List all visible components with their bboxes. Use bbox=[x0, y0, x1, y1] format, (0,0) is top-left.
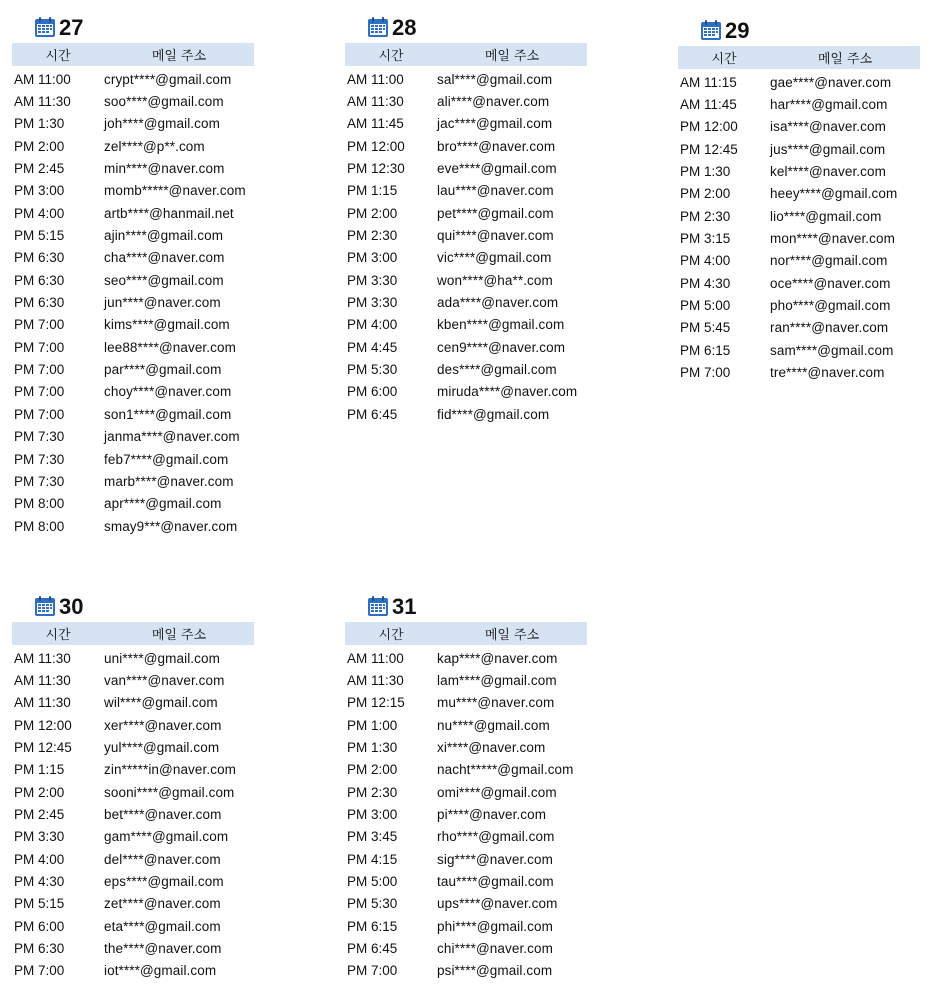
time-cell: PM 1:30 bbox=[347, 740, 398, 756]
email-cell: zin*****in@naver.com bbox=[104, 762, 237, 778]
email-cell: eps****@gmail.com bbox=[104, 874, 224, 890]
time-cell: AM 11:30 bbox=[14, 94, 71, 110]
time-cell: PM 7:00 bbox=[14, 963, 65, 979]
list-item bbox=[12, 759, 254, 781]
schedule-list bbox=[345, 68, 587, 426]
email-cell: jun****@naver.com bbox=[104, 295, 221, 311]
calendar-icon bbox=[367, 595, 389, 617]
time-cell: PM 12:00 bbox=[14, 717, 72, 733]
email-cell: min****@naver.com bbox=[104, 161, 225, 177]
time-cell: AM 11:00 bbox=[347, 71, 404, 87]
list-item bbox=[12, 736, 254, 758]
day-title bbox=[12, 589, 254, 619]
time-cell: PM 5:30 bbox=[347, 362, 398, 378]
list-item bbox=[678, 160, 920, 182]
list-item bbox=[345, 893, 587, 915]
time-cell: PM 1:15 bbox=[14, 762, 65, 778]
list-item bbox=[12, 448, 254, 470]
email-cell: soo****@gmail.com bbox=[104, 94, 224, 110]
list-item bbox=[12, 781, 254, 803]
email-cell: sig****@naver.com bbox=[437, 851, 553, 867]
time-cell: PM 2:30 bbox=[347, 784, 398, 800]
list-item bbox=[345, 358, 587, 380]
email-cell: zel****@p**.com bbox=[104, 138, 205, 154]
email-cell: kims****@gmail.com bbox=[104, 317, 230, 333]
header-time: 시간 bbox=[378, 49, 404, 64]
list-item bbox=[345, 848, 587, 870]
table-header bbox=[678, 46, 920, 69]
header-time: 시간 bbox=[45, 628, 71, 643]
email-cell: lam****@gmail.com bbox=[437, 673, 557, 689]
list-item bbox=[345, 336, 587, 358]
list-item bbox=[345, 269, 587, 291]
time-cell: AM 11:00 bbox=[347, 650, 404, 666]
email-cell: chi****@naver.com bbox=[437, 941, 553, 957]
time-cell: PM 2:00 bbox=[347, 205, 398, 221]
time-cell: AM 11:30 bbox=[14, 695, 71, 711]
header-time: 시간 bbox=[45, 49, 71, 64]
email-cell: crypt****@gmail.com bbox=[104, 71, 232, 87]
time-cell: AM 11:30 bbox=[347, 673, 404, 689]
email-cell: nor****@gmail.com bbox=[770, 253, 888, 269]
time-cell: PM 6:30 bbox=[14, 272, 65, 288]
time-cell: PM 6:15 bbox=[347, 918, 398, 934]
list-item bbox=[345, 113, 587, 135]
time-cell: PM 6:30 bbox=[14, 941, 65, 957]
email-cell: xer****@naver.com bbox=[104, 717, 222, 733]
email-cell: ups****@naver.com bbox=[437, 896, 558, 912]
email-cell: jac****@gmail.com bbox=[437, 116, 553, 132]
list-item bbox=[345, 90, 587, 112]
list-item bbox=[345, 803, 587, 825]
email-cell: lee88****@naver.com bbox=[104, 339, 236, 355]
email-cell: pho****@gmail.com bbox=[770, 298, 891, 314]
day-number: 30 bbox=[59, 594, 84, 619]
list-item bbox=[678, 294, 920, 316]
list-item bbox=[12, 90, 254, 112]
time-cell: PM 2:30 bbox=[680, 208, 731, 224]
email-cell: uni****@gmail.com bbox=[104, 650, 220, 666]
time-cell: PM 6:45 bbox=[347, 941, 398, 957]
time-cell: PM 3:00 bbox=[14, 183, 65, 199]
email-cell: son1****@gmail.com bbox=[104, 406, 232, 422]
email-cell: smay9***@naver.com bbox=[104, 518, 238, 534]
time-cell: AM 11:45 bbox=[347, 116, 404, 132]
list-item bbox=[12, 202, 254, 224]
time-cell: PM 7:00 bbox=[14, 406, 65, 422]
email-cell: apr****@gmail.com bbox=[104, 496, 222, 512]
email-cell: ran****@naver.com bbox=[770, 320, 889, 336]
email-cell: omi****@gmail.com bbox=[437, 784, 557, 800]
time-cell: PM 7:00 bbox=[14, 384, 65, 400]
calendar-icon bbox=[34, 16, 56, 38]
list-item bbox=[12, 314, 254, 336]
time-cell: PM 1:00 bbox=[347, 717, 398, 733]
calendar-icon bbox=[367, 16, 389, 38]
time-cell: PM 7:00 bbox=[14, 362, 65, 378]
time-cell: PM 12:45 bbox=[14, 740, 72, 756]
time-cell: PM 7:30 bbox=[14, 473, 65, 489]
list-item bbox=[12, 247, 254, 269]
time-cell: PM 6:00 bbox=[347, 384, 398, 400]
time-cell: PM 4:00 bbox=[14, 851, 65, 867]
time-cell: PM 2:45 bbox=[14, 807, 65, 823]
time-cell: PM 2:45 bbox=[14, 161, 65, 177]
list-item bbox=[345, 736, 587, 758]
email-cell: cha****@naver.com bbox=[104, 250, 225, 266]
time-cell: AM 11:30 bbox=[347, 94, 404, 110]
email-cell: nu****@gmail.com bbox=[437, 717, 550, 733]
email-cell: artb****@hanmail.net bbox=[104, 205, 234, 221]
list-item bbox=[345, 870, 587, 892]
time-cell: PM 4:00 bbox=[347, 317, 398, 333]
list-item bbox=[12, 515, 254, 537]
email-cell: isa****@naver.com bbox=[770, 119, 886, 135]
time-cell: PM 5:15 bbox=[14, 228, 65, 244]
email-cell: bet****@naver.com bbox=[104, 807, 222, 823]
time-cell: PM 2:00 bbox=[14, 138, 65, 154]
email-cell: cen9****@naver.com bbox=[437, 339, 566, 355]
time-cell: PM 7:00 bbox=[680, 365, 731, 381]
email-cell: wil****@gmail.com bbox=[104, 695, 218, 711]
email-cell: van****@naver.com bbox=[104, 673, 225, 689]
time-cell: PM 2:30 bbox=[347, 228, 398, 244]
header-email: 메일 주소 bbox=[484, 628, 540, 643]
email-cell: oce****@naver.com bbox=[770, 275, 891, 291]
email-cell: del****@naver.com bbox=[104, 851, 221, 867]
email-cell: momb*****@naver.com bbox=[104, 183, 246, 199]
time-cell: PM 3:30 bbox=[347, 272, 398, 288]
time-cell: PM 7:30 bbox=[14, 429, 65, 445]
time-cell: PM 7:00 bbox=[14, 339, 65, 355]
email-cell: kel****@naver.com bbox=[770, 164, 886, 180]
email-cell: rho****@gmail.com bbox=[437, 829, 555, 845]
email-cell: qui****@naver.com bbox=[437, 228, 554, 244]
list-item bbox=[345, 403, 587, 425]
time-cell: PM 2:00 bbox=[680, 186, 731, 202]
time-cell: AM 11:30 bbox=[14, 650, 71, 666]
email-cell: bro****@naver.com bbox=[437, 138, 556, 154]
email-cell: iot****@gmail.com bbox=[104, 963, 217, 979]
day-block-27 bbox=[12, 10, 254, 537]
email-cell: pet****@gmail.com bbox=[437, 205, 554, 221]
list-item bbox=[345, 224, 587, 246]
email-cell: heey****@gmail.com bbox=[770, 186, 898, 202]
list-item bbox=[345, 960, 587, 982]
email-cell: feb7****@gmail.com bbox=[104, 451, 229, 467]
schedule-list bbox=[678, 71, 920, 384]
list-item bbox=[12, 291, 254, 313]
list-item bbox=[345, 826, 587, 848]
time-cell: PM 6:45 bbox=[347, 406, 398, 422]
day-block-29 bbox=[678, 13, 920, 384]
list-item bbox=[12, 113, 254, 135]
email-cell: sal****@gmail.com bbox=[437, 71, 553, 87]
email-cell: fid****@gmail.com bbox=[437, 406, 550, 422]
time-cell: PM 1:15 bbox=[347, 183, 398, 199]
time-cell: PM 3:00 bbox=[347, 807, 398, 823]
time-cell: PM 3:00 bbox=[347, 250, 398, 266]
list-item bbox=[12, 714, 254, 736]
email-cell: mu****@naver.com bbox=[437, 695, 555, 711]
time-cell: PM 8:00 bbox=[14, 518, 65, 534]
time-cell: PM 5:15 bbox=[14, 896, 65, 912]
email-cell: eve****@gmail.com bbox=[437, 161, 557, 177]
time-cell: PM 3:30 bbox=[14, 829, 65, 845]
list-item bbox=[678, 339, 920, 361]
email-cell: pi****@naver.com bbox=[437, 807, 547, 823]
schedule-list bbox=[12, 68, 254, 537]
table-header bbox=[12, 622, 254, 645]
header-email: 메일 주소 bbox=[484, 49, 540, 64]
schedule-list bbox=[345, 647, 587, 982]
email-cell: psi****@gmail.com bbox=[437, 963, 553, 979]
time-cell: PM 5:00 bbox=[347, 874, 398, 890]
email-cell: sooni****@gmail.com bbox=[104, 784, 235, 800]
list-item bbox=[678, 361, 920, 383]
header-email: 메일 주소 bbox=[817, 52, 873, 67]
day-number: 31 bbox=[392, 594, 417, 619]
list-item bbox=[678, 138, 920, 160]
list-item bbox=[678, 227, 920, 249]
time-cell: PM 12:00 bbox=[680, 119, 738, 135]
table-header bbox=[345, 43, 587, 66]
email-cell: seo****@gmail.com bbox=[104, 272, 224, 288]
time-cell: AM 11:45 bbox=[680, 97, 737, 113]
time-cell: PM 12:15 bbox=[347, 695, 405, 711]
list-item bbox=[12, 157, 254, 179]
time-cell: PM 8:00 bbox=[14, 496, 65, 512]
calendar-icon bbox=[34, 595, 56, 617]
time-cell: AM 11:15 bbox=[680, 74, 737, 90]
list-item bbox=[12, 180, 254, 202]
email-cell: sam****@gmail.com bbox=[770, 342, 894, 358]
time-cell: PM 5:45 bbox=[680, 320, 731, 336]
time-cell: PM 3:30 bbox=[347, 295, 398, 311]
table-header bbox=[12, 43, 254, 66]
time-cell: PM 4:45 bbox=[347, 339, 398, 355]
email-cell: par****@gmail.com bbox=[104, 362, 222, 378]
list-item bbox=[12, 669, 254, 691]
list-item bbox=[345, 915, 587, 937]
time-cell: PM 5:30 bbox=[347, 896, 398, 912]
time-cell: PM 6:00 bbox=[14, 918, 65, 934]
list-item bbox=[12, 937, 254, 959]
list-item bbox=[345, 781, 587, 803]
list-item bbox=[345, 202, 587, 224]
email-cell: kap****@naver.com bbox=[437, 650, 558, 666]
email-cell: marb****@naver.com bbox=[104, 473, 234, 489]
list-item bbox=[12, 269, 254, 291]
email-cell: gae****@naver.com bbox=[770, 74, 892, 90]
list-item bbox=[345, 247, 587, 269]
time-cell: PM 6:30 bbox=[14, 295, 65, 311]
time-cell: PM 12:00 bbox=[347, 138, 405, 154]
time-cell: PM 2:00 bbox=[14, 784, 65, 800]
time-cell: PM 4:00 bbox=[14, 205, 65, 221]
email-cell: lio****@gmail.com bbox=[770, 208, 882, 224]
list-item bbox=[12, 893, 254, 915]
day-title bbox=[12, 10, 254, 40]
list-item bbox=[678, 250, 920, 272]
day-title bbox=[345, 589, 587, 619]
email-cell: phi****@gmail.com bbox=[437, 918, 553, 934]
day-block-30 bbox=[12, 589, 254, 982]
time-cell: PM 1:30 bbox=[680, 164, 731, 180]
time-cell: PM 4:30 bbox=[14, 874, 65, 890]
time-cell: AM 11:30 bbox=[14, 673, 71, 689]
schedule-list bbox=[12, 647, 254, 982]
list-item bbox=[12, 403, 254, 425]
calendar-icon bbox=[700, 19, 722, 41]
time-cell: PM 12:45 bbox=[680, 141, 738, 157]
list-item bbox=[12, 135, 254, 157]
email-cell: mon****@naver.com bbox=[770, 231, 895, 247]
header-email: 메일 주소 bbox=[151, 628, 207, 643]
email-cell: kben****@gmail.com bbox=[437, 317, 565, 333]
email-cell: tre****@naver.com bbox=[770, 365, 885, 381]
email-cell: ali****@naver.com bbox=[437, 94, 550, 110]
list-item bbox=[345, 180, 587, 202]
list-item bbox=[345, 937, 587, 959]
email-cell: gam****@gmail.com bbox=[104, 829, 229, 845]
day-block-28 bbox=[345, 10, 587, 426]
email-cell: zet****@naver.com bbox=[104, 896, 221, 912]
list-item bbox=[345, 381, 587, 403]
email-cell: eta****@gmail.com bbox=[104, 918, 221, 934]
list-item bbox=[12, 647, 254, 669]
list-item bbox=[12, 803, 254, 825]
time-cell: PM 6:15 bbox=[680, 342, 731, 358]
email-cell: yul****@gmail.com bbox=[104, 740, 220, 756]
email-cell: ajin****@gmail.com bbox=[104, 228, 224, 244]
time-cell: AM 11:00 bbox=[14, 71, 71, 87]
list-item bbox=[345, 647, 587, 669]
time-cell: PM 4:30 bbox=[680, 275, 731, 291]
list-item bbox=[12, 870, 254, 892]
time-cell: PM 7:30 bbox=[14, 451, 65, 467]
email-cell: joh****@gmail.com bbox=[104, 116, 220, 132]
email-cell: lau****@naver.com bbox=[437, 183, 554, 199]
list-item bbox=[12, 426, 254, 448]
table-header bbox=[345, 622, 587, 645]
time-cell: PM 7:00 bbox=[14, 317, 65, 333]
time-cell: PM 12:30 bbox=[347, 161, 405, 177]
day-block-31 bbox=[345, 589, 587, 982]
email-cell: jus****@gmail.com bbox=[770, 141, 886, 157]
list-item bbox=[678, 116, 920, 138]
email-cell: won****@ha**.com bbox=[437, 272, 553, 288]
list-item bbox=[345, 157, 587, 179]
time-cell: PM 5:00 bbox=[680, 298, 731, 314]
time-cell: PM 2:00 bbox=[347, 762, 398, 778]
time-cell: PM 3:45 bbox=[347, 829, 398, 845]
day-number: 27 bbox=[59, 15, 84, 40]
day-number: 28 bbox=[392, 15, 417, 40]
day-number: 29 bbox=[725, 18, 750, 43]
email-cell: ada****@naver.com bbox=[437, 295, 559, 311]
list-item bbox=[12, 68, 254, 90]
list-item bbox=[345, 314, 587, 336]
time-cell: PM 1:30 bbox=[14, 116, 65, 132]
email-cell: tau****@gmail.com bbox=[437, 874, 554, 890]
day-title bbox=[678, 13, 920, 43]
email-cell: vic****@gmail.com bbox=[437, 250, 552, 266]
list-item bbox=[678, 205, 920, 227]
list-item bbox=[12, 826, 254, 848]
email-cell: des****@gmail.com bbox=[437, 362, 557, 378]
time-cell: PM 4:15 bbox=[347, 851, 398, 867]
list-item bbox=[12, 692, 254, 714]
list-item bbox=[12, 915, 254, 937]
list-item bbox=[345, 669, 587, 691]
day-title bbox=[345, 10, 587, 40]
email-cell: choy****@naver.com bbox=[104, 384, 232, 400]
header-time: 시간 bbox=[378, 628, 404, 643]
list-item bbox=[345, 759, 587, 781]
list-item bbox=[12, 336, 254, 358]
list-item bbox=[678, 71, 920, 93]
list-item bbox=[12, 358, 254, 380]
time-cell: PM 6:30 bbox=[14, 250, 65, 266]
time-cell: PM 3:15 bbox=[680, 231, 731, 247]
list-item bbox=[345, 692, 587, 714]
list-item bbox=[12, 493, 254, 515]
list-item bbox=[12, 224, 254, 246]
list-item bbox=[12, 381, 254, 403]
email-cell: miruda****@naver.com bbox=[437, 384, 578, 400]
time-cell: PM 7:00 bbox=[347, 963, 398, 979]
list-item bbox=[345, 714, 587, 736]
list-item bbox=[345, 135, 587, 157]
list-item bbox=[12, 470, 254, 492]
email-cell: har****@gmail.com bbox=[770, 97, 888, 113]
list-item bbox=[678, 93, 920, 115]
email-cell: the****@naver.com bbox=[104, 941, 222, 957]
header-email: 메일 주소 bbox=[151, 49, 207, 64]
list-item bbox=[12, 848, 254, 870]
email-cell: nacht*****@gmail.com bbox=[437, 762, 574, 778]
header-time: 시간 bbox=[711, 52, 737, 67]
list-item bbox=[345, 291, 587, 313]
list-item bbox=[678, 317, 920, 339]
email-cell: janma****@naver.com bbox=[104, 429, 240, 445]
list-item bbox=[678, 272, 920, 294]
time-cell: PM 4:00 bbox=[680, 253, 731, 269]
list-item bbox=[678, 183, 920, 205]
email-cell: xi****@naver.com bbox=[437, 740, 546, 756]
list-item bbox=[345, 68, 587, 90]
list-item bbox=[12, 960, 254, 982]
